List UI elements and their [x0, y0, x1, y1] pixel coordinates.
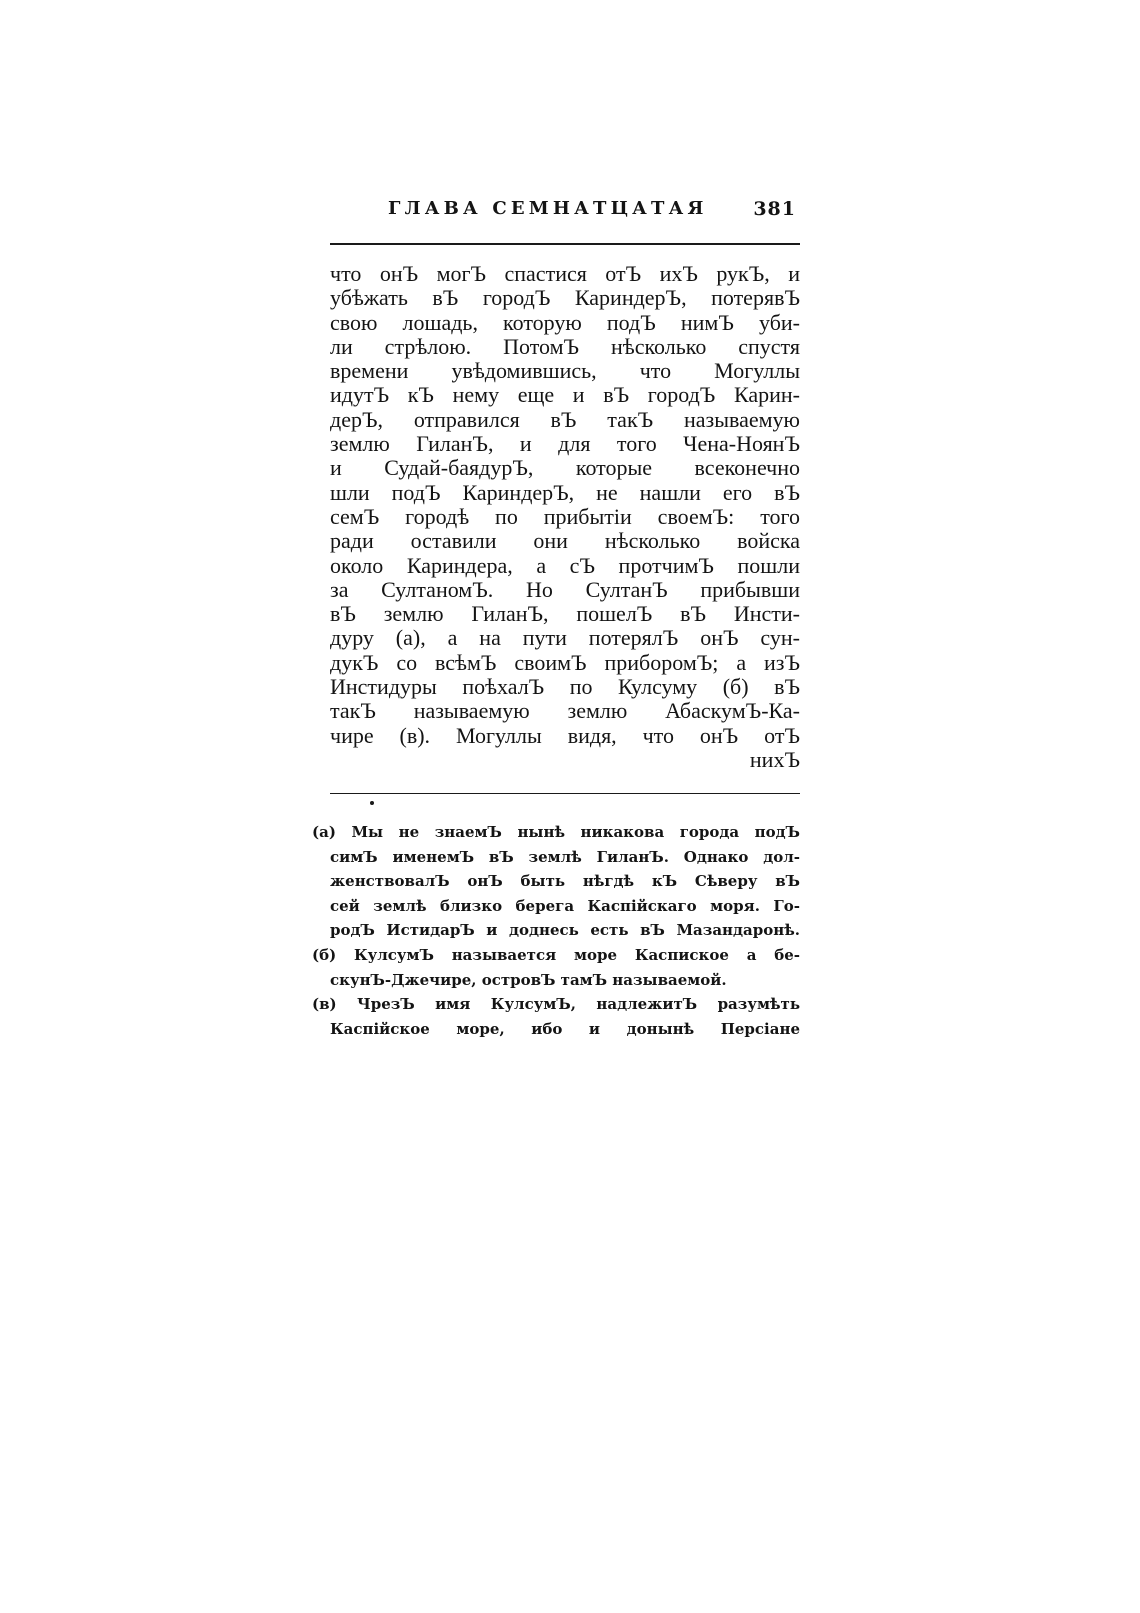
catchword: нихЪ: [749, 746, 800, 772]
footnote-b-line: (б) КулсумЪ называется море Каспиское а бе-: [312, 945, 800, 964]
page-header: [388, 198, 798, 228]
body-line: землю ГиланЪ, и для того Чена-НоянЪ: [330, 431, 800, 457]
header-rule: [330, 243, 800, 245]
body-line: дерЪ, отправился вЪ такЪ называемую: [330, 406, 800, 432]
body-line: идутЪ кЪ нему еще и вЪ городЪ Карин-: [330, 382, 800, 408]
body-line: вЪ землю ГиланЪ, пошелЪ вЪ Инсти-: [330, 601, 800, 627]
footnote-a-line: (а) Мы не знаемЪ нынѣ никакова города подЪ: [312, 823, 800, 841]
footnote-rule: [330, 793, 800, 794]
page-number: 381: [753, 198, 796, 220]
footnote-c-line: Каспійское море, ибо и донынѣ Персіане: [330, 1019, 800, 1038]
footnote-c-line: (в) ЧрезЪ имя КулсумЪ, надлежитЪ разумѣть: [312, 995, 800, 1014]
footnotes: [312, 820, 800, 1041]
body-line: за СултаномЪ. Но СултанЪ прибывши: [330, 576, 800, 602]
footnote-b-line: скунЪ-Джечире, островЪ тамЪ называемой.: [330, 970, 727, 989]
body-line: чире (в). Могуллы видя, что онЪ отЪ: [330, 722, 800, 748]
body-text: [330, 262, 800, 772]
body-line: Инстидуры поѣхалЪ по Кулсуму (б) вЪ: [330, 674, 800, 700]
body-line: ли стрѣлою. ПотомЪ нѣсколько спустя: [330, 333, 800, 359]
body-line: такЪ называемую землю АбаскумЪ-Ка-: [330, 698, 800, 724]
footnote-a-line: родЪ ИстидарЪ и доднесь есть вЪ Мазандаронѣ.: [330, 921, 800, 940]
body-line: семЪ городѣ по прибытіи своемЪ: того: [330, 503, 800, 529]
footnote-a-line: симЪ именемЪ вЪ землѣ ГиланЪ. Однако дол-: [330, 847, 800, 866]
body-line: шли подЪ КариндерЪ, не нашли его вЪ: [330, 479, 800, 505]
body-line: дукЪ со всѣмЪ своимЪ приборомЪ; а изЪ: [330, 649, 800, 675]
body-line: и Судай-баядурЪ, которые всеконечно: [330, 455, 800, 481]
body-line: ради оставили они нѣсколько войска: [330, 528, 800, 554]
footnote-a-line: сей землѣ близко берега Каспійскаго моря. Го-: [330, 896, 800, 915]
ink-dot: [370, 801, 374, 805]
body-line: убѣжать вЪ городЪ КариндерЪ, потерявЪ: [330, 285, 800, 311]
body-line: дуру (а), а на пути потерялЪ онЪ сун-: [330, 625, 800, 651]
running-head: ГЛАВА СЕМНАТЦАТАЯ: [388, 198, 708, 219]
footnote-a-line: женствовалЪ онЪ быть нѣгдѣ кЪ Сѣверу вЪ: [330, 872, 800, 891]
body-line: времени увѣдомившись, что Могуллы: [330, 358, 800, 384]
body-line: что онЪ могЪ спастися отЪ ихЪ рукЪ, и: [330, 261, 800, 286]
body-line: свою лошадь, которую подЪ нимЪ уби-: [330, 309, 800, 335]
body-line: около Кариндера, а сЪ протчимЪ пошли: [330, 552, 800, 578]
